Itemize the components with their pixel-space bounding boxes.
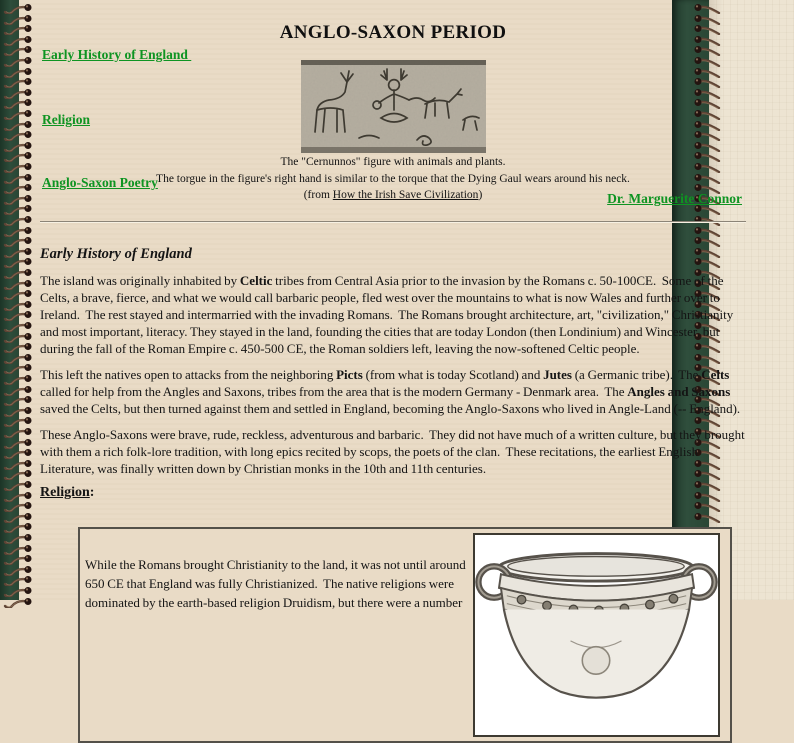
caption-source-suffix: ) bbox=[478, 189, 483, 201]
figure-caption-line2: The torgue in the figure's right hand is similar to the torque that the Dying Gaul wears around his neck. bbox=[156, 172, 630, 185]
page-title: ANGLO-SAXON PERIOD bbox=[279, 22, 507, 43]
figure-caption-line1: The "Cernunnos" figure with animals and plants. bbox=[280, 156, 506, 168]
paragraph-picts-jutes: This left the natives open to attacks from the neighboring Picts (from what is today Scotland) and Jutes (a Germanic tribe). The Celts called for help from the Angles and Saxons, tribes from the area that is the modern Germany - Denmark area. The Angles and Saxons saved the Celts, but then turned against them and settled in England, becoming the Anglo-Saxons who lived in Angle-Land (-- England). bbox=[40, 366, 741, 416]
religion-box-text: While the Romans brought Christianity to the land, it was not until around 650 CE that England was fully Christianized. The native religions were dominated by the earth-based religion Druidism, but there were a number bbox=[85, 556, 469, 610]
sidebar-item-anglo-saxon-poetry[interactable]: Anglo-Saxon Poetry bbox=[42, 175, 158, 190]
divider-rule bbox=[40, 221, 746, 223]
early-history-heading: Early History of England bbox=[40, 245, 192, 262]
religion-heading-text: Religion bbox=[40, 484, 90, 500]
author-link[interactable]: Dr. Marguerite Connor bbox=[607, 191, 742, 206]
paragraph-celtic-tribes: The island was originally inhabited by Celtic tribes from Central Asia prior to the invasion by the Romans c. 50-100CE. Some of the Celts, a brave, fierce, and what we would call barbaric people, fled west over the mountains to what is now Wales and further over to Ireland. The rest stayed and intermarried with the invading Romans. The Romans brought architecture, art, "civilization," Christianity and most important, literacy. They stayed in the land, founding the cities that are today London (then Londinium) and Wincester, but during the fall of the Roman Empire c. 450-500 CE, the Roman soldiers left, leaving the now-softened Celtic people. bbox=[40, 272, 736, 356]
caption-source-prefix: (from bbox=[303, 189, 333, 201]
religion-heading bbox=[40, 485, 746, 501]
religion-info-box bbox=[78, 527, 732, 743]
book-title-link[interactable]: How the Irish Save Civilization bbox=[332, 189, 479, 201]
sidebar-item-religion[interactable]: Religion bbox=[42, 112, 91, 127]
paragraph-anglo-saxon-culture: These Anglo-Saxons were brave, rude, reckless, adventurous and barbaric. They did not have much of a written culture, but they brought with them a rich folk-lore tradition, with long epics recited by scops, the poets of the clan. These recitations, the earliest English Literature, was finally written down by Christian monks in the 10th and 11th centuries. bbox=[40, 426, 748, 476]
religion-heading-colon: : bbox=[89, 484, 95, 500]
religion-box-image-cell bbox=[471, 528, 731, 742]
sidebar-item-early-history[interactable]: Early History of England bbox=[42, 47, 192, 62]
cauldron-image bbox=[473, 533, 720, 737]
cernunnos-image bbox=[301, 60, 486, 153]
